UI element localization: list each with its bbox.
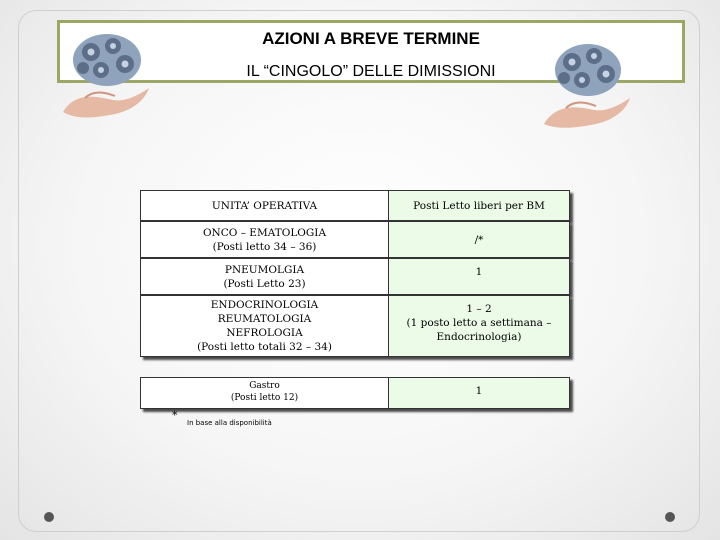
- free-beds-note: Endocrinologia): [436, 331, 522, 343]
- unit-name: ENDOCRINOLOGIA: [210, 299, 319, 311]
- unit-beds-range: (Posti letto totali 32 – 34): [197, 341, 332, 353]
- free-beds-value: 1: [475, 266, 483, 278]
- brain-gears-hand-icon: [55, 30, 155, 122]
- unit-name: Gastro: [249, 381, 280, 391]
- unit-name: REUMATOLOGIA: [217, 313, 312, 325]
- unit-name: ONCO – EMATOLOGIA: [202, 226, 327, 239]
- header-beds: Posti Letto liberi per BM: [388, 190, 570, 221]
- brain-gears-hand-icon: [540, 40, 635, 132]
- table-row-extra: [140, 377, 570, 409]
- unit-name: NEFROLOGIA: [226, 327, 303, 339]
- footnote-text: In base alla disponibilità: [187, 419, 272, 427]
- free-beds-note: (1 posto letto a settimana –: [406, 317, 552, 329]
- free-beds-value: 1: [475, 385, 483, 397]
- corner-dot-left: [44, 512, 54, 522]
- footnote-marker: *: [172, 409, 178, 422]
- header-unit: UNITA’ OPERATIVA: [140, 190, 388, 221]
- unit-beds-range: (Posti letto 12): [230, 393, 299, 403]
- table-header-row: [140, 190, 570, 221]
- table-row: [140, 258, 570, 295]
- unit-beds-range: (Posti letto 34 – 36): [212, 240, 317, 253]
- table-row: [140, 295, 570, 357]
- corner-dot-right: [665, 512, 675, 522]
- free-beds-value: 1 – 2: [466, 303, 492, 315]
- unit-beds-range: (Posti Letto 23): [223, 277, 306, 290]
- slide-subtitle: IL “CINGOLO” DELLE DIMISSIONI: [246, 63, 496, 80]
- table-row: [140, 221, 570, 258]
- unit-name: PNEUMOLGIA: [224, 263, 305, 276]
- free-beds-value: /*: [474, 233, 484, 246]
- slide-title: AZIONI A BREVE TERMINE: [262, 29, 480, 48]
